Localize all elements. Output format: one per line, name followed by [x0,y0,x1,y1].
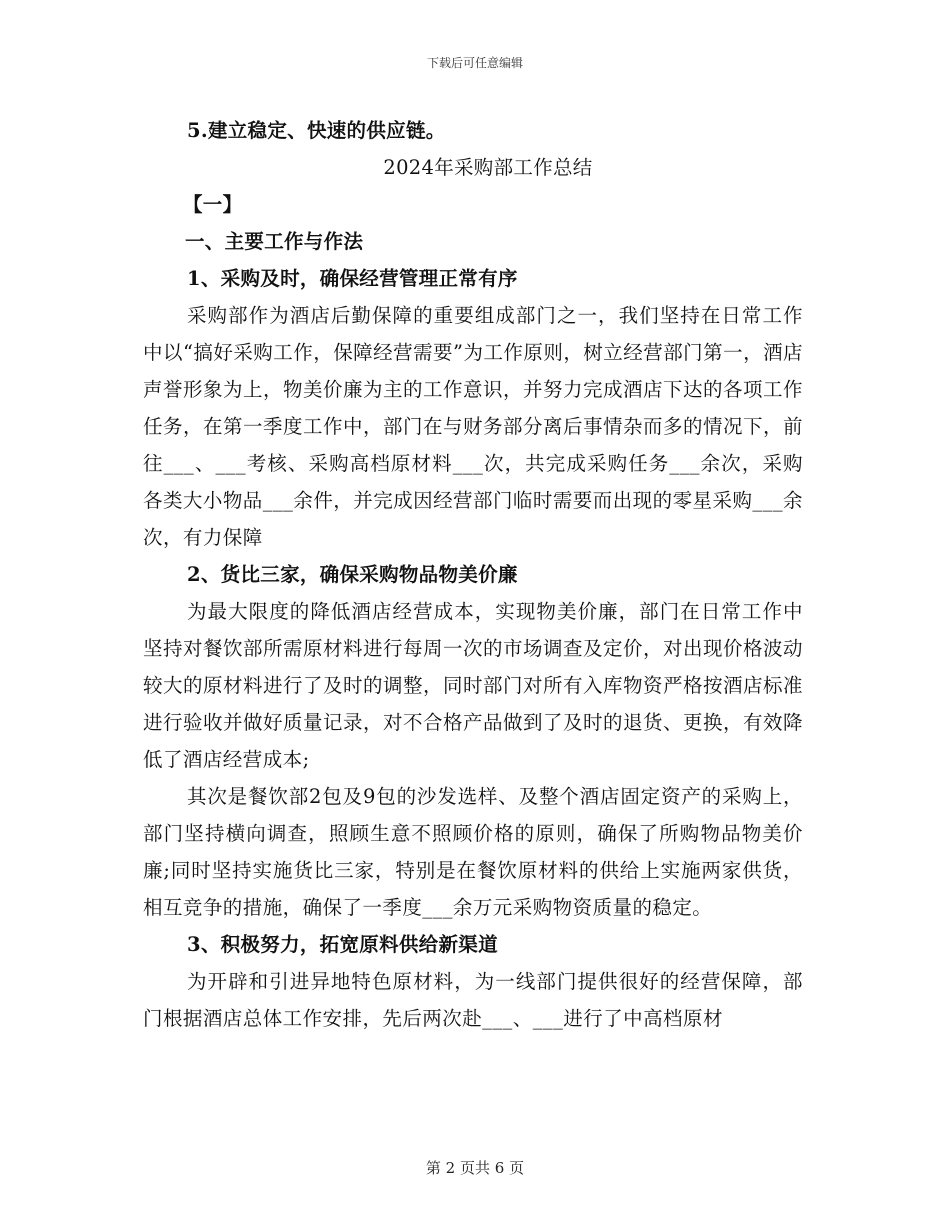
paragraph-3: 其次是餐饮部2包及9包的沙发选样、及整个酒店固定资产的采购上，部门坚持横向调查，照顾生意不照顾价格的原则，确保了所购物品物美价廉;同时坚持实施货比三家，特别是在餐饮原材料的供给上实施两家供货，相互竞争的措施，确保了一季度___余万元采购物资质量的稳定。 [143,785,803,919]
list-item-5: 5.建立稳定、快速的供应链。 [187,119,446,142]
section-heading-1: 一、主要工作与作法 [185,230,364,253]
paragraph-4: 为开辟和引进异地特色原材料，为一线部门提供很好的经营保障，部门根据酒店总体工作安排，先后两次赴___、___进行了中高档原材 [143,970,803,1030]
document-body [143,112,803,1037]
subheading-1: 1、采购及时，确保经营管理正常有序 [187,267,518,290]
section-marker: 【一】 [183,193,243,216]
paragraph-1: 采购部作为酒店后勤保障的重要组成部门之一，我们坚持在日常工作中以“搞好采购工作，保障经营需要”为工作原则，树立经营部门第一，酒店声誉形象为上，物美价廉为主的工作意识，并努力完成酒店下达的各项工作任务，在第一季度工作中，部门在与财务部分离后事情杂而多的情况下，前往___、___考核、采购高档原材料___次，共完成采购任务___余次，采购各类大小物品___余件，并完成因经营部门临时需要而出现的零星采购___余次，有力保障 [143,304,803,549]
page-header: 下载后可任意编辑 [426,56,523,70]
subheading-2: 2、货比三家，确保采购物品物美价廉 [187,563,518,586]
page-footer: 第 2 页共 6 页 [425,1159,525,1177]
document-title: 2024年采购部工作总结 [383,156,593,179]
subheading-3: 3、积极努力，拓宽原料供给新渠道 [187,933,498,956]
paragraph-2: 为最大限度的降低酒店经营成本，实现物美价廉，部门在日常工作中坚持对餐饮部所需原材料进行每周一次的市场调查及定价，对出现价格波动较大的原材料进行了及时的调整，同时部门对所有入库物资严格按酒店标准进行验收并做好质量记录，对不合格产品做到了及时的退货、更换，有效降低了酒店经营成本; [143,600,803,771]
